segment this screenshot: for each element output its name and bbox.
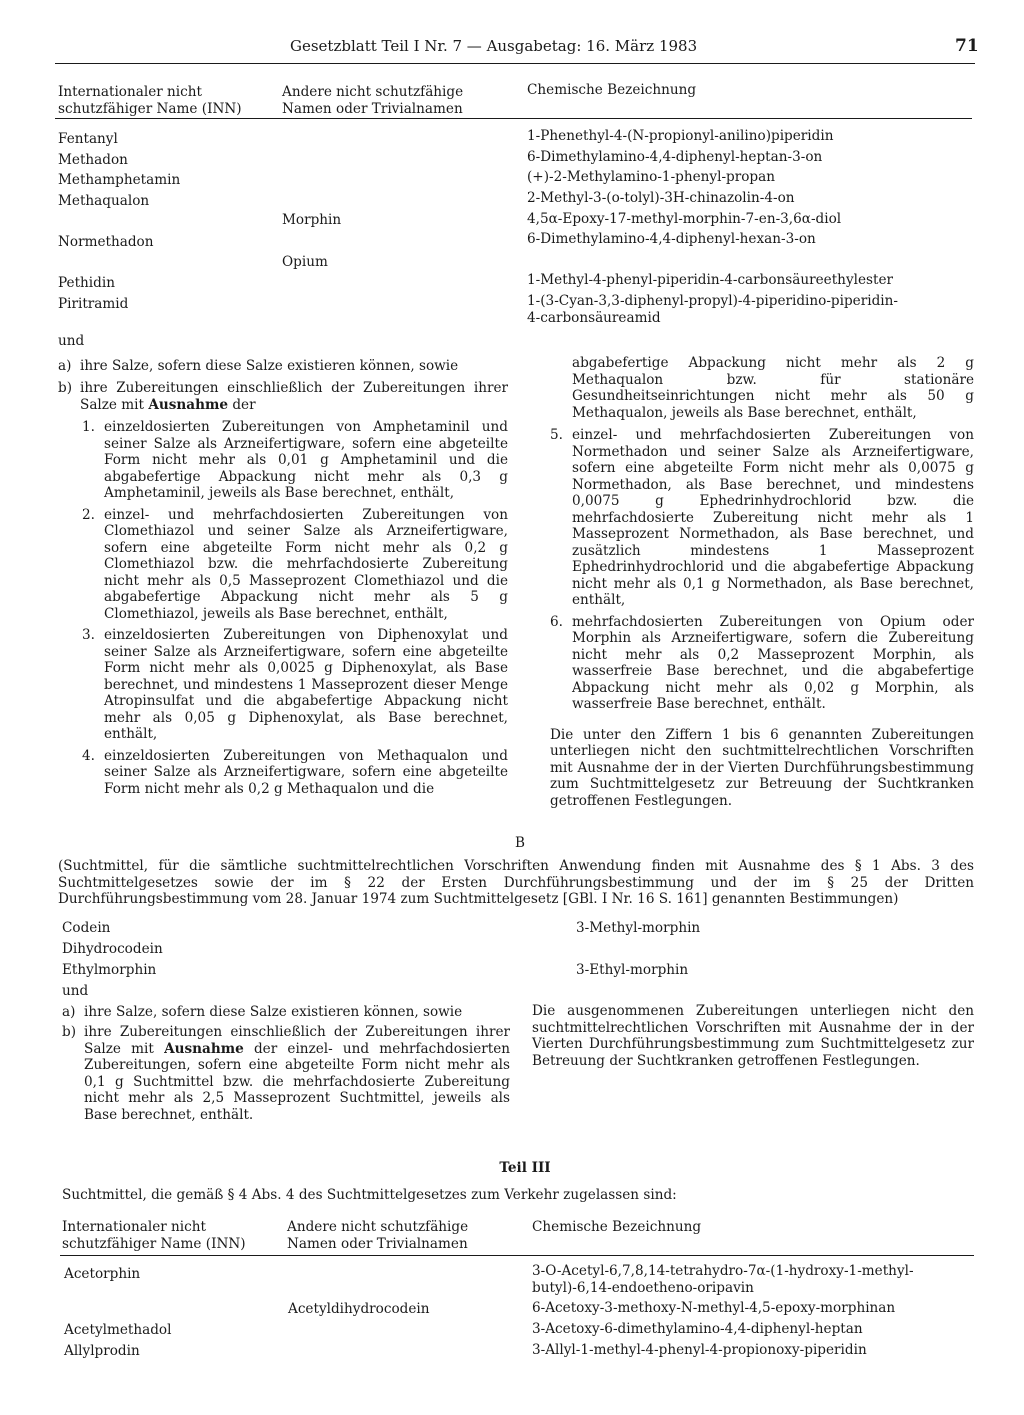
page-header-title: Gesetzblatt Teil I Nr. 7 — Ausgabetag: 16. März 1983 — [290, 37, 698, 55]
sectionB-name: 3-Methyl-morphin — [576, 920, 701, 936]
sectionA-item-a: a) ihre Salze, sofern diese Salze existieren können, sowie — [58, 357, 459, 374]
sectionA-item-b: b) ihre Zubereitungen einschließlich der Zubereitungen ihrer Salze mit Ausnahme der — [58, 380, 508, 413]
table1-row-inn: Methaqualon — [58, 193, 150, 209]
table1-header-inn: Internationaler nicht schutzfähiger Name (INN) — [58, 84, 242, 117]
table1-row-chem: 1-Methyl-4-phenyl-piperidin-4-carbonsäureethylester — [527, 272, 893, 288]
teil3-header-chem: Chemische Bezeichnung — [532, 1219, 702, 1235]
sectionA-numbered-item: 1. einzeldosierten Zubereitungen von Amphetaminil und seiner Salze als Arzneifertigware, sofern eine abgeteilte Form nicht mehr als 0,01 g Amphetaminil und die abgabefertige Abpackung nicht mehr als 0,3 g Amphetaminil, jeweils als Base berechnet, enthält, — [82, 419, 508, 501]
sectionB-left-names — [62, 920, 163, 983]
table1-header-other: Andere nicht schutzfähige Namen oder Trivialnamen — [282, 84, 464, 117]
sectionA-numbered-item: 6. mehrfachdosierten Zubereitungen von Opium oder Morphin als Arzneifertigware, sofern die Zubereitung nicht mehr als 0,2 Masseprozent Morphin, als wasserfreie Base berechnet, und die abgabefertige Abpackung nicht mehr als 0,02 g Morphin, als wasserfreie Base berechnet, enthält. — [550, 613, 974, 712]
sectionA-right-column — [550, 355, 974, 809]
teil3-intro: Suchtmittel, die gemäß § 4 Abs. 4 des Suchtmittelgesetzes zum Verkehr zugelassen sind: — [62, 1187, 677, 1203]
sectionB-item-b: b) ihre Zubereitungen einschließlich der Zubereitungen ihrer Salze mit Ausnahme der einzel- und mehrfachdosierten Zubereitungen, sofern eine abgeteilte Form nicht mehr als 0,1 g Suchtmittel bzw. die mehrfachdosierte Zubereitung nicht mehr als 2,5 Masseprozent Suchtmittel, jeweils als Base berechnet, enthält. — [62, 1024, 511, 1123]
teil3-row-inn: Acetorphin — [64, 1266, 141, 1282]
sectionB-und: und — [62, 983, 89, 999]
table1-row-inn: Normethadon — [58, 234, 154, 250]
teil3-row-inn: Allylprodin — [64, 1343, 140, 1359]
table1-row-inn: Piritramid — [58, 296, 129, 312]
table1-row-inn: Pethidin — [58, 275, 115, 291]
sectionB-closing: Die ausgenommenen Zubereitungen unterliegen nicht den suchtmittelrechtlichen Vorschriften mit Ausnahme der in der Vierten Durchführungsbestimmung zum Suchtmittelgesetz zur Betreuung der Suchtkranken getroffenen Festlegungen. — [532, 1003, 974, 1069]
table1-row-chem: 2-Methyl-3-(o-tolyl)-3H-chinazolin-4-on — [527, 190, 795, 206]
sectionB-item-a: a) ihre Salze, sofern diese Salze existieren können, sowie — [62, 1003, 463, 1020]
table1-row-chem: 1-(3-Cyan-3,3-diphenyl-propyl)-4-piperidino-piperidin- 4-carbonsäureamid — [527, 293, 898, 326]
sectionB-name: Ethylmorphin — [62, 962, 157, 978]
sectionA-numbered-item: 2. einzel- und mehrfachdosierten Zubereitungen von Clomethiazol und seiner Salze als Arzneifertigware, sofern eine abgeteilte Form nicht mehr als 0,2 g Clomethiazol bzw. die mehrfachdosierte Zubereitung nicht mehr als 0,5 Masseprozent Clomethiazol und die abgabefertige Abpackung nicht mehr als 5 g Clomethiazol, jeweils als Base berechnet, enthält, — [82, 506, 508, 622]
teil3-row-chem: 3-Allyl-1-methyl-4-phenyl-4-propionoxy-piperidin — [532, 1342, 867, 1358]
header-rule — [55, 63, 975, 64]
table1-row-inn: Methamphetamin — [58, 172, 181, 188]
table1-row-inn: Fentanyl — [58, 131, 118, 147]
table1-row-chem: 6-Dimethylamino-4,4-diphenyl-heptan-3-on — [527, 149, 823, 165]
table1-row-inn: Methadon — [58, 152, 128, 168]
table1-row-chem: (+)-2-Methylamino-1-phenyl-propan — [527, 169, 775, 185]
table1-row-other: Morphin — [282, 212, 342, 228]
sectionB-intro: (Suchtmittel, für die sämtliche suchtmittelrechtlichen Vorschriften Anwendung finden mit Ausnahme des § 1 Abs. 3 des Suchtmittelgesetzes sowie der im § 22 der Ersten Durchführungsbestimmung und der im § 25 der Dritten Durchführungsbestimmung vom 28. Januar 1974 zum Suchtmittelgesetz [GBl. I Nr. 16 S. 161] genannten Bestimmungen) — [58, 858, 974, 907]
sectionA-continuation: abgabefertige Abpackung nicht mehr als 2 g Methaqualon bzw. für stationäre Gesundheitseinrichtungen nicht mehr als 50 g Methaqualon, jeweils als Base berechnet, enthält, — [572, 355, 974, 421]
sectionB-name: 3-Ethyl-morphin — [576, 962, 689, 978]
teil3-header-rule — [60, 1255, 974, 1256]
sectionB-heading: B — [515, 835, 525, 851]
sectionB-left-column — [62, 983, 510, 1129]
teil3-row-inn: Acetylmethadol — [64, 1322, 172, 1338]
teil3-heading: Teil III — [499, 1160, 551, 1176]
teil3-row-chem: 3-O-Acetyl-6,7,8,14-tetrahydro-7α-(1-hydroxy-1-methyl- butyl)-6,14-endoetheno-oripavin — [532, 1263, 914, 1296]
sectionA-numbered-list — [58, 419, 508, 797]
table1-header-chem: Chemische Bezeichnung — [527, 82, 697, 98]
page-number: 71 — [955, 36, 979, 56]
sectionA-numbered-item: 4. einzeldosierten Zubereitungen von Methaqualon und seiner Salze als Arzneifertigware, sofern eine abgeteilte Form nicht mehr als 0,2 g Methaqualon und die — [82, 747, 508, 797]
teil3-header-inn: Internationaler nicht schutzfähiger Name (INN) — [62, 1219, 246, 1252]
sectionA-closing: Die unter den Ziffern 1 bis 6 genannten Zubereitungen unterliegen nicht den suchtmittelrechtlichen Vorschriften mit Ausnahme der in der Vierten Durchführungsbestimmung zum Suchtmittelgesetz zur Betreuung der Suchtkranken getroffenen Festlegungen. — [550, 726, 974, 809]
table1-header-rule — [55, 118, 972, 119]
sectionB-name: Dihydrocodein — [62, 941, 163, 957]
teil3-row-chem: 3-Acetoxy-6-dimethylamino-4,4-diphenyl-heptan — [532, 1321, 863, 1337]
sectionA-numbered-item: 5. einzel- und mehrfachdosierten Zubereitungen von Normethadon und seiner Salze als Arzneifertigware, sofern eine abgeteilte Form nicht mehr als 0,0075 g Normethadon, als Base berechnet, und mindestens 0,0075 g Ephedrinhydrochlorid bzw. die mehrfachdosierte Zubereitung nicht mehr als 1 Masseprozent Normethadon, als Base berechnet, und zusätzlich mindestens 1 Masseprozent Ephedrinhydrochlorid und die abgabefertige Abpackung nicht mehr als 0,1 g Normethadon, als Base berechnet, enthält, — [550, 427, 974, 608]
table1-row-other: Opium — [282, 254, 328, 270]
teil3-header-other: Andere nicht schutzfähige Namen oder Trivialnamen — [287, 1219, 469, 1252]
sectionB-name: Codein — [62, 920, 111, 936]
sectionB-right-names — [576, 920, 700, 983]
table1-row-chem: 6-Dimethylamino-4,4-diphenyl-hexan-3-on — [527, 231, 816, 247]
sectionA-und: und — [58, 333, 85, 349]
table1-row-chem: 4,5α-Epoxy-17-methyl-morphin-7-en-3,6α-diol — [527, 211, 842, 227]
sectionA-left-column — [58, 333, 508, 802]
teil3-row-chem: 6-Acetoxy-3-methoxy-N-methyl-4,5-epoxy-morphinan — [532, 1300, 896, 1316]
teil3-row-other: Acetyldihydrocodein — [288, 1301, 430, 1317]
sectionA-numbered-item: 3. einzeldosierten Zubereitungen von Diphenoxylat und seiner Salze als Arzneifertigware, sofern eine abgeteilte Form nicht mehr als 0,0025 g Diphenoxylat, als Base berechnet, und mindestens 1 Masseprozent dieser Menge Atropinsulfat und die abgabefertige Abpackung nicht mehr als 0,05 g Diphenoxylat, als Base berechnet, enthält, — [82, 627, 508, 742]
table1-row-chem: 1-Phenethyl-4-(N-propionyl-anilino)piperidin — [527, 128, 834, 144]
